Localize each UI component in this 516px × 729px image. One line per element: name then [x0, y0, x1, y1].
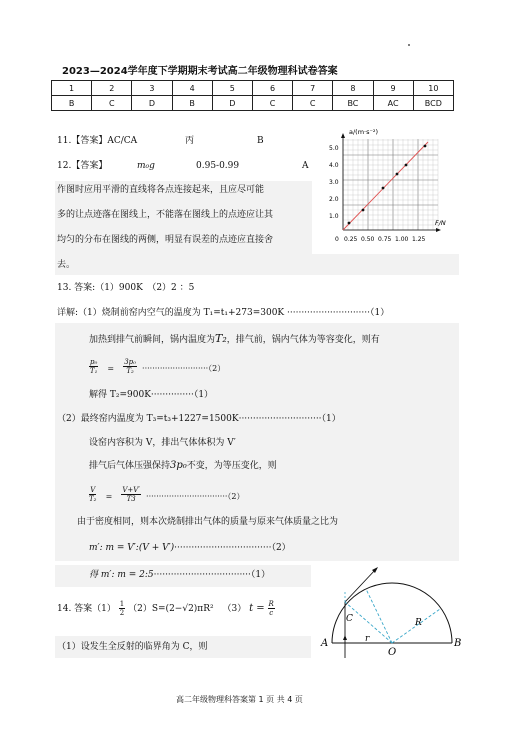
x-tick-label: 0.25: [344, 236, 358, 243]
data-point: [424, 145, 427, 148]
table-cell: 3: [132, 81, 172, 96]
y-axis-label: a/(m·s⁻²): [349, 128, 379, 136]
q12-line: 多的让点迹落在图线上，不能落在图线上的点迹应让其: [57, 210, 274, 220]
table-cell: C: [252, 96, 292, 111]
point-b-label: B: [454, 638, 462, 649]
table-cell: BCD: [413, 96, 453, 111]
table-cell: BC: [333, 96, 373, 111]
q13-line-a-text: 加热到排气前瞬间，锅内温度为: [89, 335, 216, 345]
table-cell: 10: [413, 81, 453, 96]
q13-answer: 13. 答案:（1）900K （2）2 ：5: [57, 283, 195, 293]
q11-part3: B: [257, 136, 264, 146]
dashed-line: [366, 589, 392, 643]
data-point: [396, 173, 399, 176]
table-cell: 8: [333, 81, 373, 96]
q14-answer: [57, 600, 275, 617]
frac: [121, 486, 141, 503]
q13-line-a-var: T₂: [215, 332, 227, 345]
table-cell: 4: [172, 81, 212, 96]
text: 14. 答案（1）: [57, 604, 116, 614]
a-vs-f-graph: [312, 122, 462, 254]
point-o-label: O: [388, 647, 397, 658]
table-row-answers: [52, 96, 454, 111]
distance-r-label: r: [365, 634, 370, 644]
frac-num: R: [268, 600, 274, 608]
table-cell: D: [212, 96, 252, 111]
frac-num: V: [90, 486, 96, 494]
text: 排气后气体压强保持: [89, 461, 171, 471]
x-tick-label: 0: [335, 236, 339, 243]
frac-num: 3p₀: [124, 358, 136, 366]
data-point: [348, 222, 351, 225]
q13-setup: 设窑内容积为 V，排出气体体积为 V′: [89, 438, 236, 448]
q12-answer: 12.【答案】: [57, 161, 108, 171]
frac-den: 2: [119, 609, 125, 617]
x-axis-label: F/N: [435, 219, 446, 227]
q13-after: [89, 460, 277, 472]
point-a-label: A: [321, 638, 329, 649]
q13-eq2: [89, 484, 245, 503]
frac: [123, 358, 137, 375]
q12-range: 0.95-0.99: [196, 161, 240, 171]
q12-formula: m₀g: [137, 161, 155, 171]
q13-eq1: [89, 356, 225, 375]
y-tick-label: 4.0: [329, 162, 339, 169]
frac-den: T₁: [89, 367, 98, 375]
frac-num: 1: [119, 600, 125, 608]
y-tick-label: 3.0: [329, 179, 339, 186]
answer-table: [51, 80, 454, 111]
data-point: [382, 187, 385, 190]
q11-part2: 丙: [185, 136, 195, 146]
q13-solve1: 解得 T₂=900K···············（1）: [89, 390, 214, 400]
table-cell: 7: [293, 81, 333, 96]
q13-part2: （2）最终窑内温度为 T₃=t₃+1227=1500K·····························（1）: [57, 414, 341, 424]
frac-num: V+V′: [122, 486, 140, 494]
data-point: [362, 209, 365, 212]
frac: [119, 600, 125, 617]
frac: [89, 358, 98, 375]
text: （2）S=(2−√2)πR²: [128, 604, 214, 614]
x-tick-label: 0.75: [378, 236, 392, 243]
data-point: [405, 164, 408, 167]
table-row-numbers: [52, 81, 454, 96]
equation: 得 m′: m = 2:5: [89, 570, 154, 580]
var: 3p₀: [170, 460, 187, 471]
text: 不变，为等压变化，则: [186, 461, 277, 471]
frac-den: T₂: [89, 495, 97, 503]
dotted-tail: ··································（1）: [153, 570, 271, 580]
q13-ratio: [89, 542, 291, 554]
angle-c-label: C: [346, 614, 353, 624]
ray-out: [345, 569, 376, 602]
table-cell: B: [52, 96, 92, 111]
table-cell: C: [92, 96, 132, 111]
q13-line-a: [89, 333, 380, 346]
dotted-tail: ································（2）: [146, 492, 245, 501]
x-tick-label: 0.50: [361, 236, 375, 243]
q13-ratio-intro: 由于密度相同，则本次烧制排出气体的质量与原来气体质量之比为: [77, 517, 339, 527]
frac-num: p₀: [90, 358, 98, 366]
equation: m′: m = V′:(V + V′): [89, 543, 175, 553]
table-cell: 6: [252, 81, 292, 96]
x-tick-label: 1.25: [412, 236, 426, 243]
table-cell: C: [293, 96, 333, 111]
q14-line1: （1）设发生全反射的临界角为 C，则: [57, 642, 208, 652]
equals: =: [107, 364, 115, 373]
table-cell: 9: [373, 81, 413, 96]
page-title: 2023—2024学年度下学期期末考试高二年级物理科试卷答案: [62, 66, 338, 77]
frac: [89, 486, 96, 503]
table-cell: 1: [52, 81, 92, 96]
y-tick-label: 5.0: [329, 145, 339, 152]
semicircle-diagram: [318, 563, 464, 658]
equals: =: [105, 492, 113, 501]
q13-detail1: 详解:（1）烧制前窑内空气的温度为 T₁=t₁+273=300K ·····························（1）: [57, 308, 390, 318]
speck: [408, 44, 410, 46]
q11-answer: 11.【答案】AC/CA: [57, 136, 138, 146]
graph-bg: [312, 122, 462, 254]
dotted-tail: ··································（2）: [174, 543, 291, 553]
page-footer: 高二年级物理科答案第 1 页 共 4 页: [176, 695, 303, 704]
frac: [268, 600, 275, 617]
frac-den: c: [269, 609, 274, 617]
equation: t =: [249, 603, 265, 614]
q12-line: 作图时应用平滑的直线将各点连接起来，且应尽可能: [57, 185, 265, 195]
q13-result: [89, 569, 270, 581]
frac-den: T₂: [126, 367, 134, 375]
table-cell: D: [132, 96, 172, 111]
table-cell: 2: [92, 81, 132, 96]
q12-line: 去。: [57, 260, 76, 270]
q13-line-a-end: ，排气前，锅内气体为等容变化，则有: [226, 335, 380, 345]
table-cell: 5: [212, 81, 252, 96]
x-tick-label: 1.00: [395, 236, 409, 243]
table-cell: B: [172, 96, 212, 111]
ray-arrow-icon: [343, 635, 347, 640]
table-cell: AC: [373, 96, 413, 111]
q12-line: 均匀的分布在图线的两侧，明显有误差的点迹应直接舍: [57, 235, 274, 245]
radius-r-label: R: [415, 618, 422, 628]
dotted-tail: ··························（2）: [142, 364, 226, 373]
q12-letter: A: [302, 161, 309, 171]
y-tick-label: 1.0: [329, 213, 339, 220]
text: （3）: [222, 604, 247, 614]
y-tick-label: 2.0: [329, 196, 339, 203]
frac-den: T3: [126, 495, 136, 503]
